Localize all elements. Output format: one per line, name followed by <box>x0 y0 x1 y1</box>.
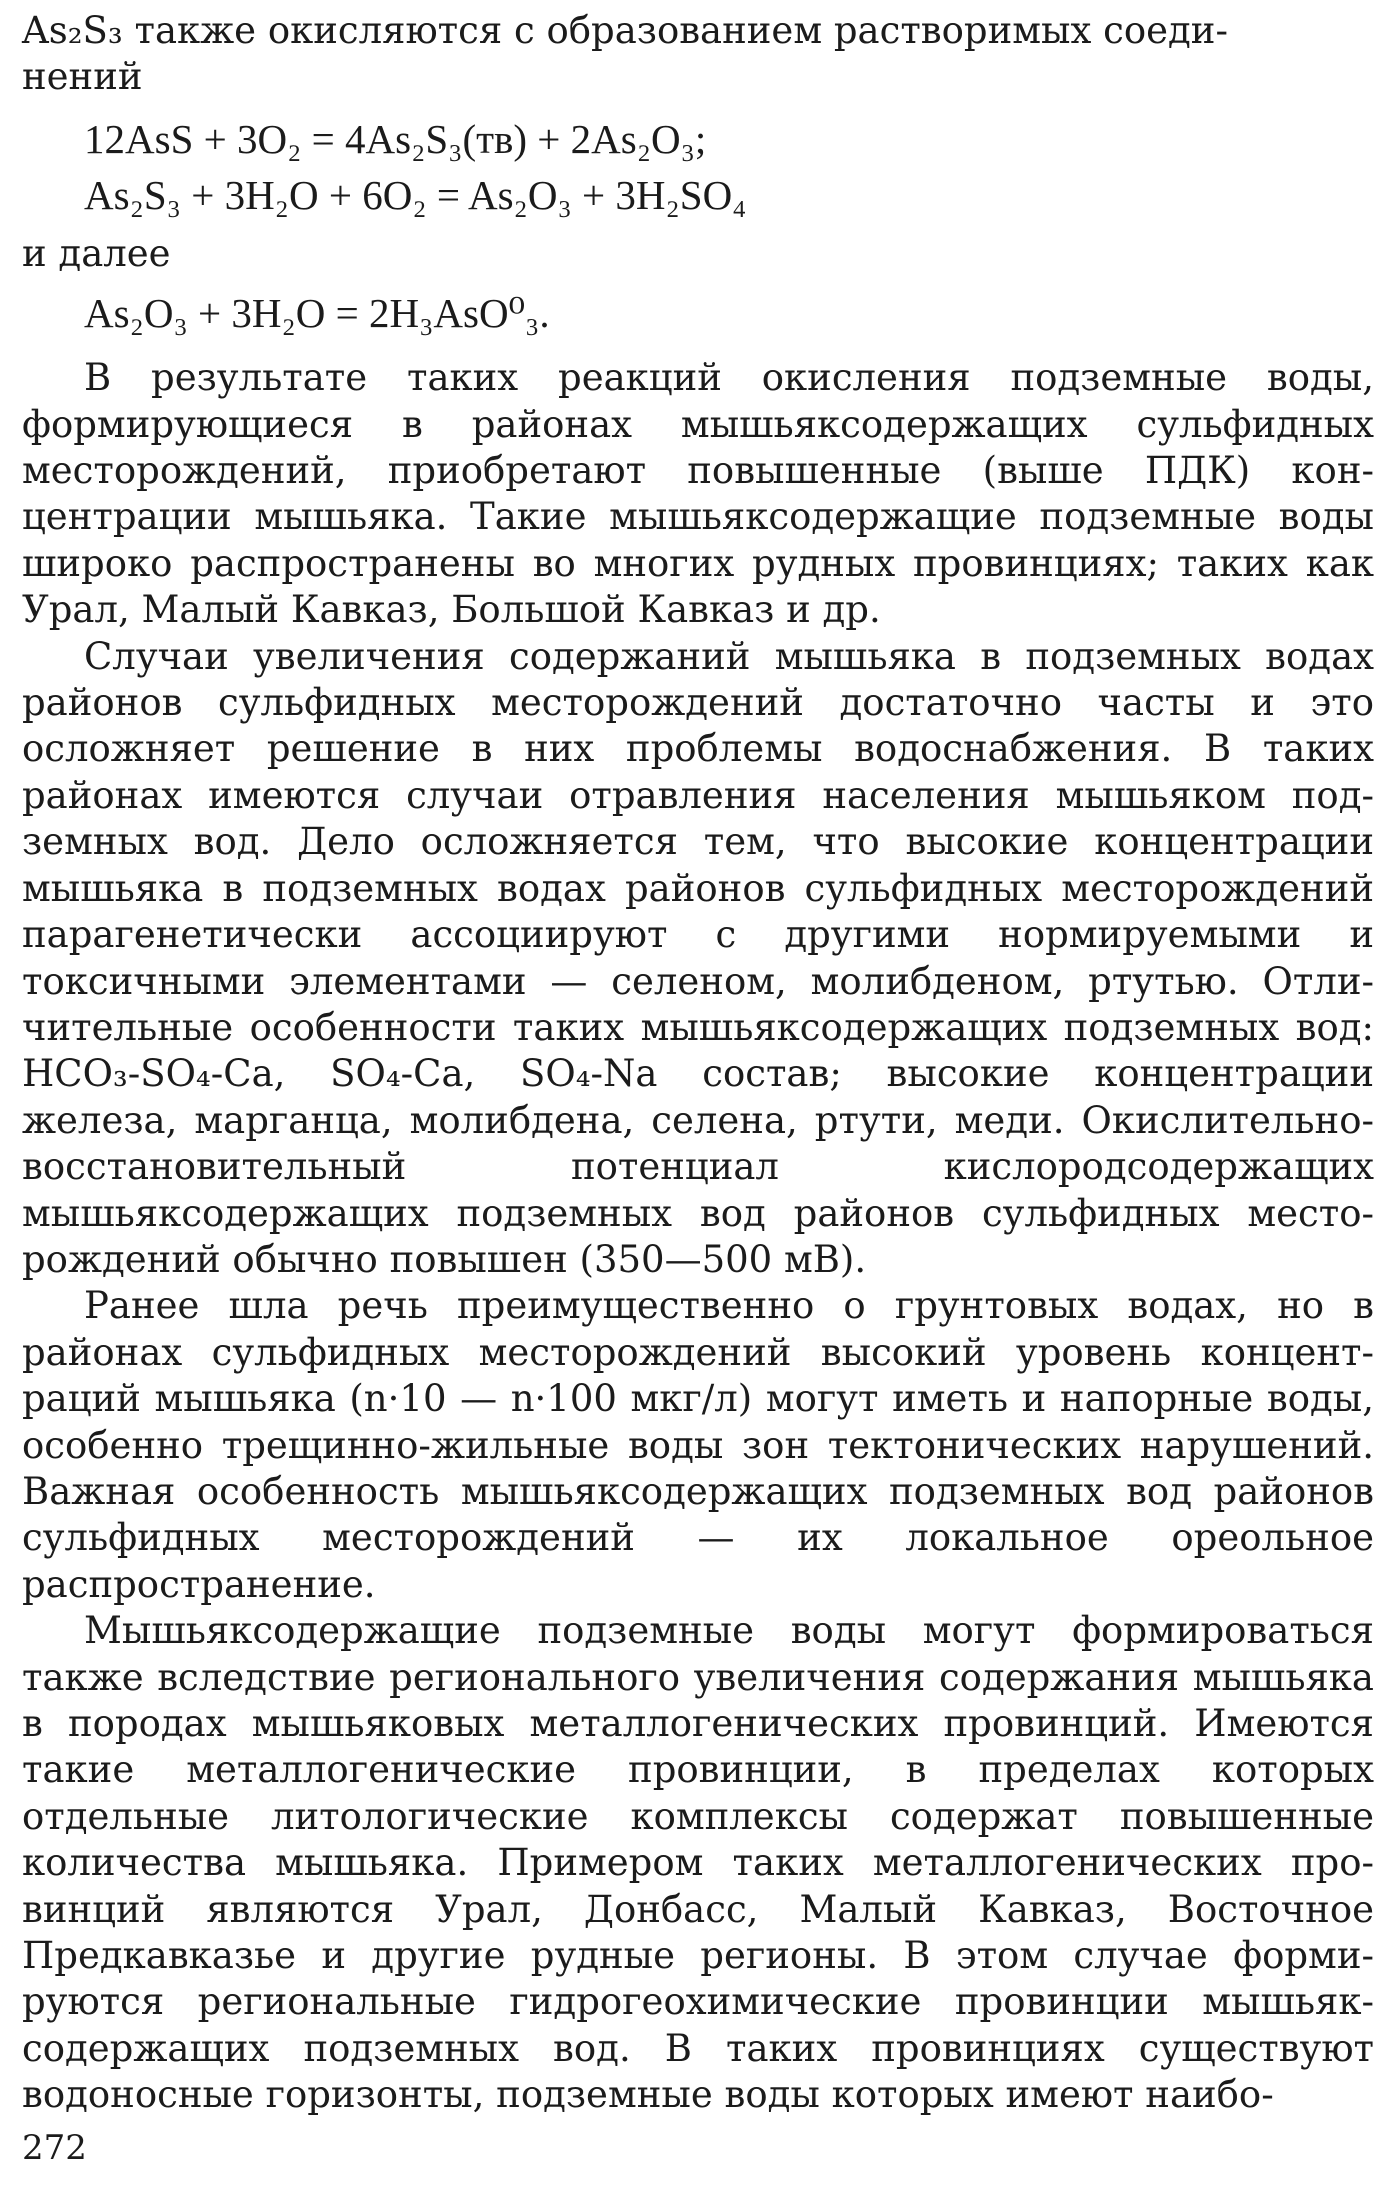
intro-text-part2: нений <box>22 55 143 99</box>
equation-3: As₂O₃ + 3H₂O = 2H₃AsO⁰₃. <box>84 290 550 337</box>
intro-paragraph <box>22 8 1374 101</box>
connector-text: и далее <box>22 231 171 275</box>
equations-block-1 <box>22 111 1374 223</box>
equation-1: 12AsS + 3O₂ = 4As₂S₃(тв) + 2As₂O₃; <box>84 115 707 162</box>
formula-as2s3: As₂S₃ <box>22 9 123 52</box>
paragraph-1: В результате таких реакций окисления подземные воды, формирующиеся в районах мышьяксодержащих сульфидных месторождений, приобретают повышенные (выше ПДК) концентрации мышьяка. Такие мышьяксодержащие подземные воды широко распространены во многих рудных провинциях; таких как Урал, Малый Кавказ, Большой Кавказ и др. <box>22 356 1374 632</box>
paragraph-4: Мышьяксодержащие подземные воды могут формироваться также вследствие регионального увеличения содержания мышьяка в породах мышьяковых металлогенических провинций. Имеются такие металлогенические провинции, в пределах которых отдельные литологические комплексы содержат повышенные количества мышьяка. Примером таких металлогенических провинций являются Урал, Донбасс, Малый Кавказ, Восточное Предкавказье и другие рудные регионы. В этом случае формируются региональные гидрогеохимические провинции мышьяксодержащих подземных вод. В таких провинциях существуют водоносные горизонты, подземные воды которых имеют наибо- <box>22 1609 1374 2117</box>
intro-text-part1: также окисляются с образованием растворимых соеди- <box>122 9 1228 52</box>
paragraph-2: Случаи увеличения содержаний мышьяка в подземных водах районов сульфидных месторождений достаточно часты и это осложняет решение в них проблемы водоснабжения. В таких районах имеются случаи отравления населения мышьяком подземных вод. Дело осложняется тем, что высокие концентрации мышьяка в подземных водах районов сульфидных месторождений парагенетически ассоциируют с другими нормируемыми и токсичными элементами — селеном, молибденом, ртутью. Отличительные особенности таких мышьяксодержащих подземных вод: HCO₃-SO₄-Ca, SO₄-Ca, SO₄-Na состав; высокие концентрации железа, марганца, молибдена, селена, ртути, меди. Окислительно-восстановительный потенциал кислородсодержащих мышьяксодержащих подземных вод районов сульфидных месторождений обычно повышен (350—500 мВ). <box>22 634 1374 1281</box>
equation-2: As₂S₃ + 3H₂O + 6O₂ = As₂O₃ + 3H₂SO₄ <box>84 171 747 218</box>
equations-block-2 <box>22 285 1374 341</box>
page-body <box>22 8 1374 2119</box>
paragraph-3: Ранее шла речь преимущественно о грунтовых водах, но в районах сульфидных месторождений высокий уровень концентраций мышьяка (n·10 — n·100 мкг/л) могут иметь и напорные воды, особенно трещинно-жильные воды зон тектонических нарушений. Важная особенность мышьяксодержащих подземных вод районов сульфидных месторождений — их локальное ореольное распространение. <box>22 1284 1374 1606</box>
page-number: 272 <box>22 2128 87 2168</box>
